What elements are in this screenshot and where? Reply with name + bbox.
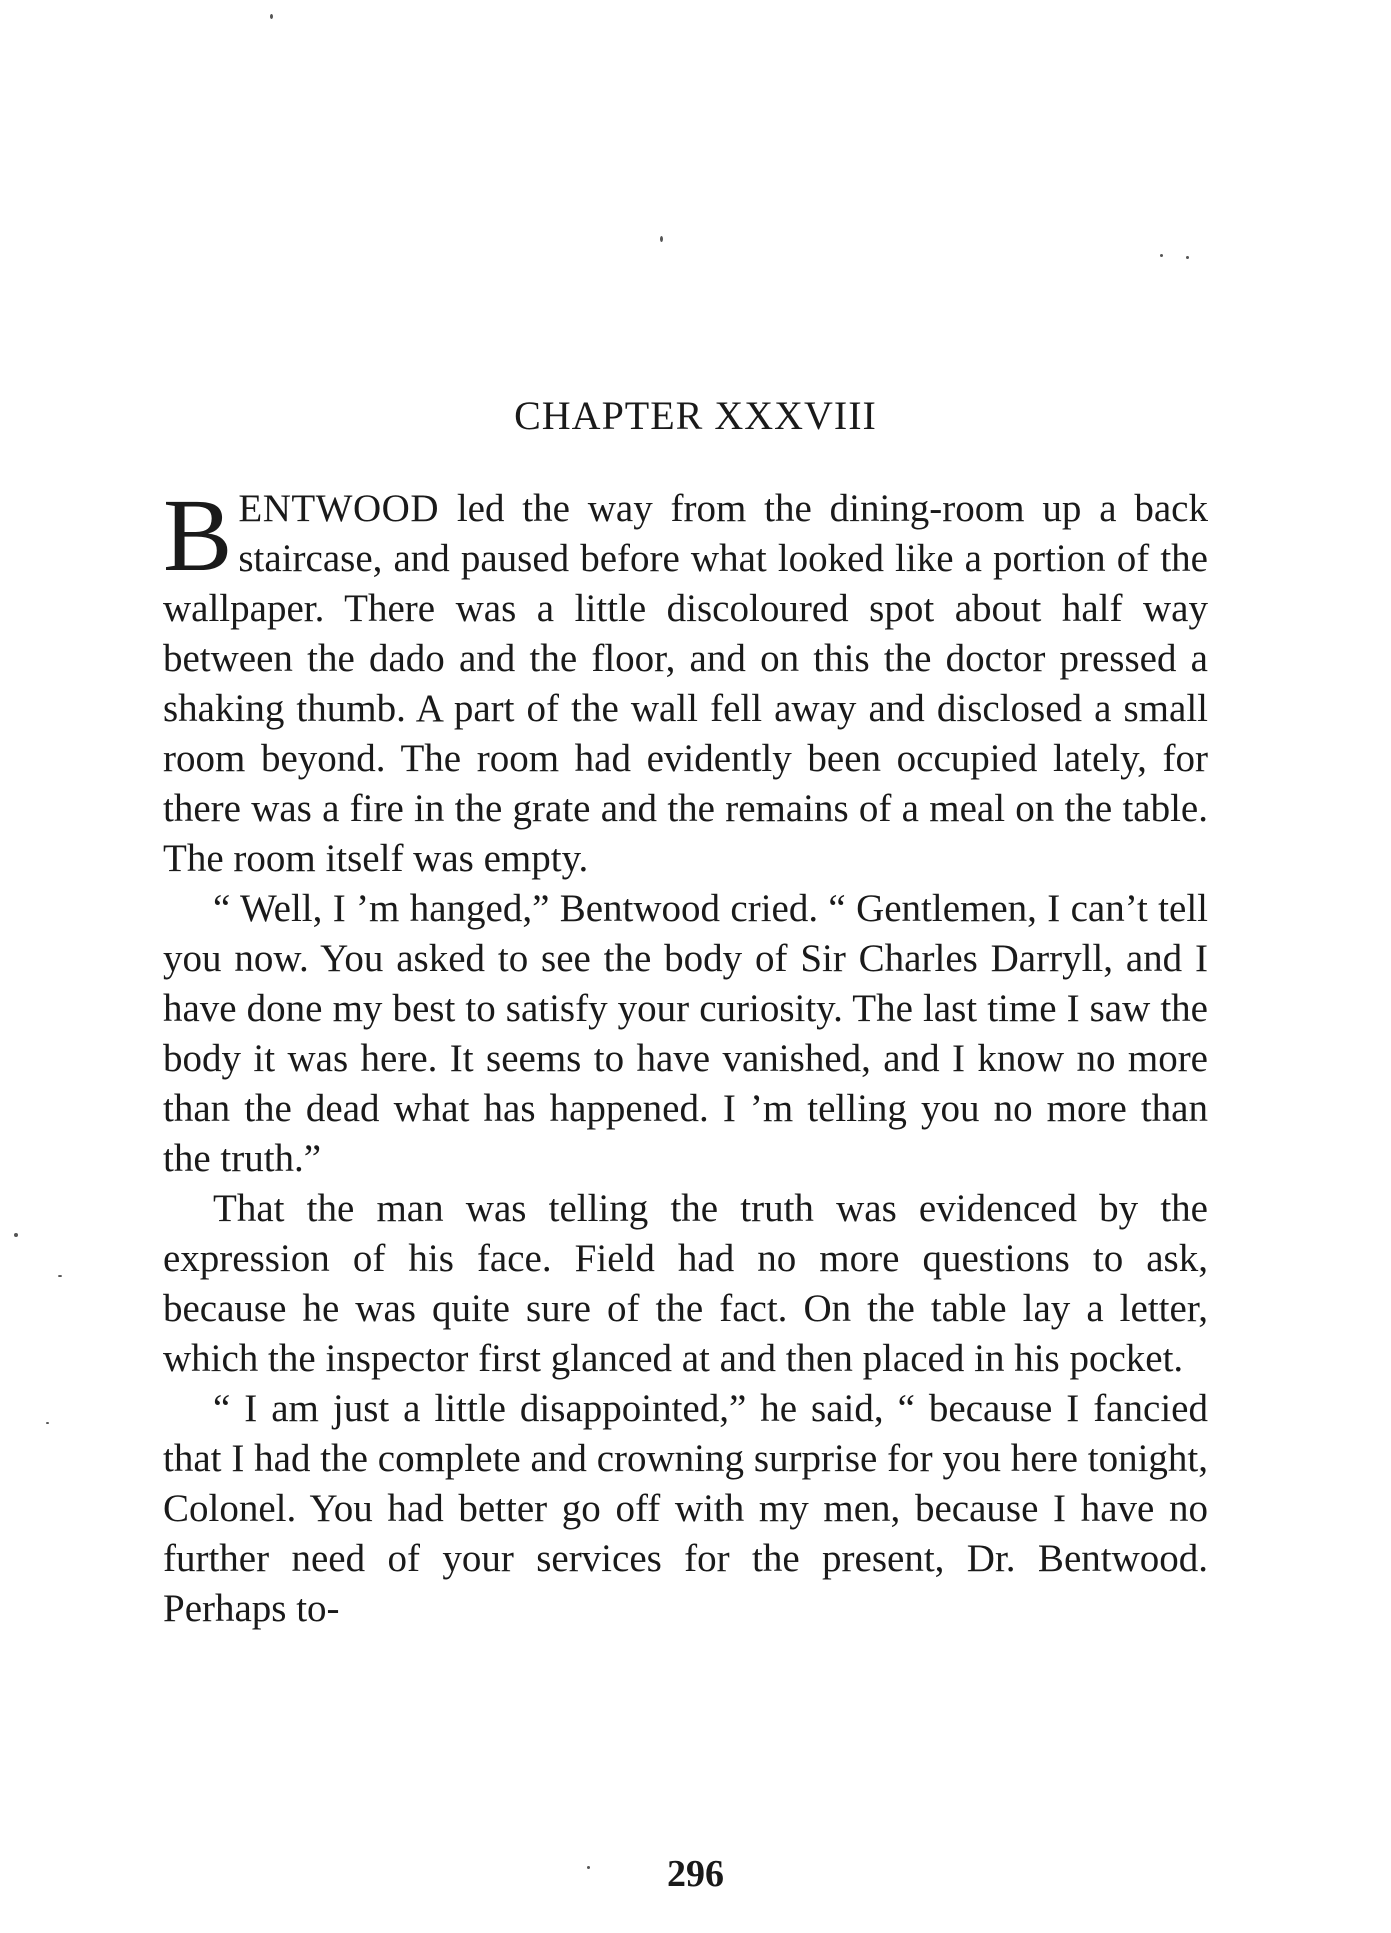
scan-speck [46,1422,49,1424]
scan-speck [1160,254,1163,257]
paragraph-3: That the man was telling the truth was evidenced by the expression of his face. Field had no more questions to ask, because he was quite sure of the fact. On the table lay a letter, which the inspector first glanced at and then placed in his pocket. [163,1187,1208,1380]
scan-speck [14,1233,18,1237]
paragraph-2: “ Well, I ’m hanged,” Bentwood cried. “ Gentlemen, I can’t tell you now. You asked to see the body of Sir Charles Darryll, and I have done my best to satisfy your curiosity. The last time I saw the body it was here. It seems to have vanished, and I know no more than the dead what has happened. I ’m telling you no more than the truth.” [163,887,1208,1180]
chapter-heading: CHAPTER XXXVIII [514,393,877,438]
scan-speck [587,1866,590,1869]
scan-speck [1186,256,1189,259]
drop-cap: B [163,478,233,593]
scan-speck [58,1275,62,1277]
opening-word: ENTWOOD [238,487,439,530]
paragraph-1-text: led the way from the dining-room up a back staircase, and paused before what looked like a portion of the wallpaper. There was a little discoloured spot about half way between the dado and the floor, and on this the doctor pressed a shaking thumb. A part of the wall fell away and disclosed a small room beyond. The room had evidently been occupied lately, for there was a fire in the grate and the remains of a meal on the table. The room itself was empty. [163,487,1208,880]
scan-speck [270,14,273,19]
chapter-text [163,478,1208,1634]
page-number: 296 [667,1853,724,1895]
paragraph-1 [163,478,1208,884]
paragraph-4: “ I am just a little disappointed,” he said, “ because I fancied that I had the complete and crowning surprise for you here tonight, Colonel. You had better go off with my men, because I have no further need of your services for the present, Dr. Bentwood. Perhaps to- [163,1387,1208,1630]
scan-speck [660,236,663,242]
